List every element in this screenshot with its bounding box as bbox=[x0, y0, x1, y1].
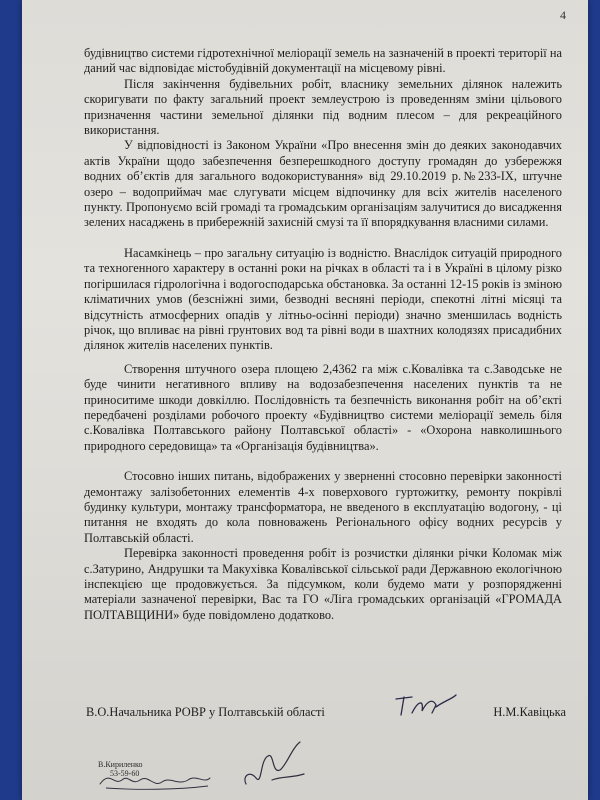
handwritten-signature bbox=[392, 691, 462, 721]
paragraph-project-compliance: будівництво системи гідротехнічної меліорації земель на зазначеній в проекті території на даний час відповідає містобудівній документації на місцевому рівні. bbox=[84, 46, 562, 76]
executor-phone: 53-59-60 bbox=[110, 769, 140, 778]
paragraph-water-situation: Насамкінець – про загальну ситуацію із водністю. Внаслідок ситуацій природного та техногенного характеру в останні роки на річках в області та і в Україні в цілому різко погіршилася гідрологічна і водогосподарська обстановка. За останні 12-15 років із зміною кліматичних умов (безсніжні зими, безводні весняні періоди, спекотні літні місяці та відсутність атмосферних опадів у літньо-осінні періоди) значно зменшилась водність річок, що впливає на рівні грунтових вод та рівні води в шахтних колодязях присадибних ділянок жителів населених пунктів. bbox=[84, 245, 562, 353]
paragraph-law-access: У відповідності із Законом України «Про внесення змін до деяких законодавчих актів України щодо забезпечення безперешкодного доступу громадян до узбережжя водних об’єктів для загального водокористування» від 29.10.2019 р.№233-IX, штучне озеро – водоприймач має слугувати місцем відпочинку для всіх жителів населеного пункту. Пропонуємо всій громаді та громадським організаціям залучитися до висадження зелених насаджень в прибережній захисній смузі та її впорядкування власними силами. bbox=[84, 138, 562, 230]
executor-info bbox=[98, 760, 143, 778]
executor-name: В.Кириленко bbox=[98, 760, 143, 769]
paragraph-lake-creation: Створення штучного озера площею 2,4362 га між с.Ковалівка та с.Заводське не буде чинити негативного впливу на водозабезпечення населених пунктів та не приноситиме шкоди довкіллю. Послідовність та безпечність виконання робіт на об’єкті передбачені розділами робочого проекту «Будівництво системи меліорації земель біля с.Ковалівка Полтавського району Полтавської області» - «Охорона навколишнього природного середовища» та «Організація будівництва». bbox=[84, 361, 562, 453]
letter-body bbox=[84, 46, 562, 623]
paragraph-river-inspection: Перевірка законності проведення робіт із розчистки ділянки річки Коломак між с.Затурино, Андрушки та Макухівка Ковалівської сільської ради Державною екологічною інспекцією ще продовжується. За підсумком, коли будемо мати у розпорядженні матеріали зазначеної перевірки, Вас та ГО «Ліга громадських організацій «ГРОМАДА ПОЛТАВЩИНИ» буде повідомлено додатково. bbox=[84, 546, 562, 622]
paragraph-land-purpose: Після закінчення будівельних робіт, власнику земельних ділянок належить скоригувати по факту загальний проект землеустрою із проведенням зміни цільового призначення частини земельної ділянки під водним плесом – для рекреаційного використання. bbox=[84, 76, 562, 138]
page-number: 4 bbox=[560, 8, 566, 22]
signatory-position: В.О.Начальника РОВР у Полтавській області bbox=[86, 705, 325, 719]
paragraph-other-issues: Стосовно інших питань, відображених у зверненні стосовно перевірки законності демонтажу залізобетонних елементів 4-х поверхового гуртожитку, ремонту покрівлі будинку культури, монтажу трансформатора, не введеного в експлуатацію водогону, - ці питання не входять до кола повноважень Регіонального офісу водних ресурсів у Полтавській області. bbox=[84, 469, 562, 545]
signatory-name: Н.М.Кавіцька bbox=[493, 705, 566, 719]
document-page bbox=[22, 0, 588, 800]
